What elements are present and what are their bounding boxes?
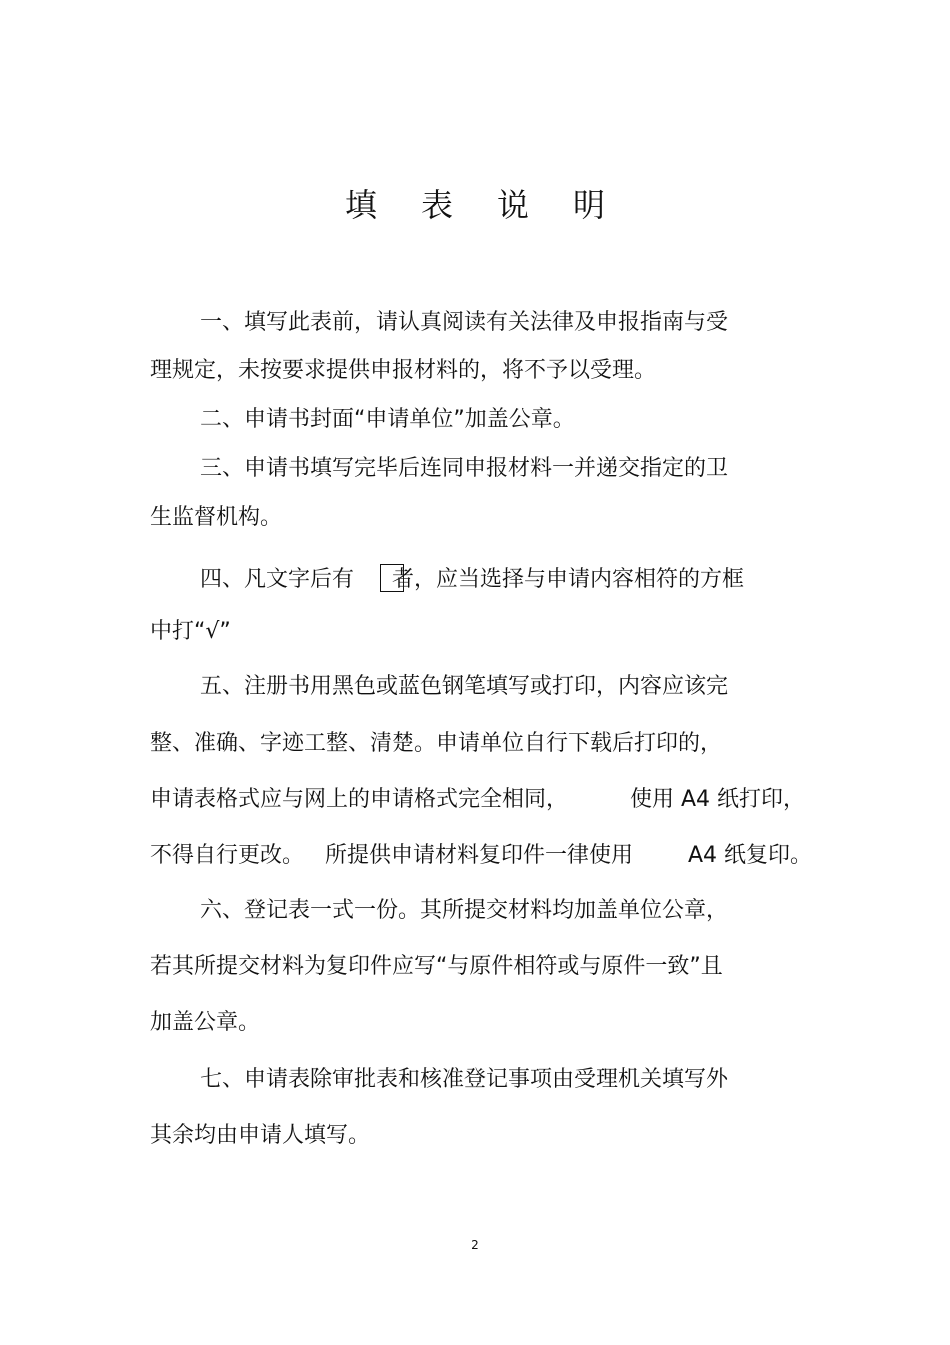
- item4-prefix: 四、凡文字后有: [200, 567, 355, 592]
- item7-line1: 七、申请表除审批表和核准登记事项由受理机关填写外: [200, 1067, 729, 1092]
- item5-line4c: A4 纸复印。: [688, 843, 813, 868]
- item4-line2: 中打“√”: [150, 619, 231, 644]
- item5-line3b: 使用 A4 纸打印，: [630, 787, 806, 812]
- page-title: [0, 180, 950, 226]
- item5-line4b: 所提供申请材料复印件一律使用: [325, 843, 634, 868]
- item1-line1: 一、填写此表前，请认真阅读有关法律及申报指南与受: [200, 310, 729, 335]
- item5-line1: 五、注册书用黑色或蓝色钢笔填写或打印，内容应该完: [200, 674, 729, 699]
- item1-line2: 理规定，未按要求提供申报材料的，将不予以受理。: [150, 358, 657, 383]
- item5-line4a: 不得自行更改。: [150, 843, 305, 868]
- item3-line2: 生监督机构。: [150, 505, 283, 530]
- item2-line1: 二、申请书封面“申请单位”加盖公章。: [200, 407, 575, 432]
- item7-line2: 其余均由申请人填写。: [150, 1123, 371, 1148]
- item5-line2: 整、准确、字迹工整、清楚。申请单位自行下载后打印的，: [150, 731, 723, 756]
- title-char: 表: [420, 186, 453, 224]
- item5-line3a: 申请表格式应与网上的申请格式完全相同，: [150, 787, 569, 812]
- title-char: 明: [573, 186, 606, 224]
- title-char: 说: [497, 186, 530, 224]
- item3-line1: 三、申请书填写完毕后连同申报材料一并递交指定的卫: [200, 456, 729, 481]
- item6-line2: 若其所提交材料为复印件应写“与原件相符或与原件一致”且: [150, 954, 723, 979]
- item6-line1: 六、登记表一式一份。其所提交材料均加盖单位公章，: [200, 898, 729, 923]
- item4-line1: [200, 564, 744, 592]
- title-char: 填: [344, 186, 377, 224]
- page-number: 2: [471, 1238, 479, 1252]
- item4-suffix: 者，应当选择与申请内容相符的方框: [392, 567, 745, 592]
- item6-line3: 加盖公章。: [150, 1010, 261, 1035]
